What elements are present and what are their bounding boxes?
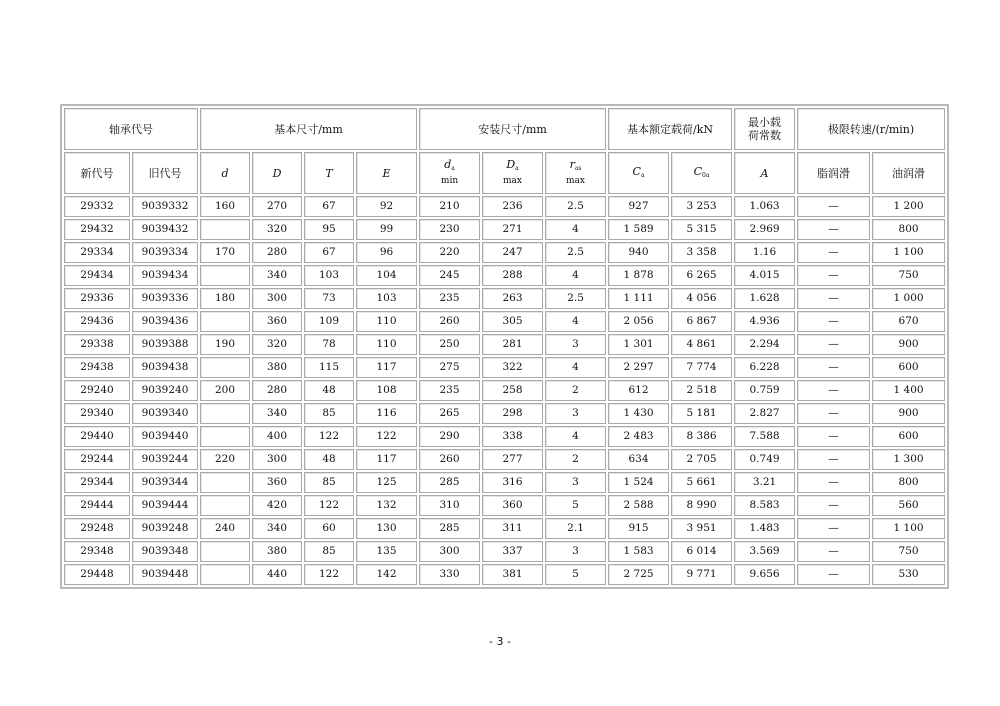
header-install-dims: 安装尺寸/mm (419, 108, 606, 150)
cell-old: 9039248 (132, 518, 198, 539)
cell-grease: — (797, 196, 870, 217)
cell-grease: — (797, 219, 870, 240)
cell-t: 122 (304, 564, 354, 585)
cell-new: 29334 (64, 242, 130, 263)
cell-oil: 1 400 (872, 380, 945, 401)
cell-ca: 2 588 (608, 495, 669, 516)
cell-old: 9039438 (132, 357, 198, 378)
cell-t: 73 (304, 288, 354, 309)
subheader-C0a-symbol: C (693, 164, 703, 178)
cell-grease: — (797, 403, 870, 424)
cell-d: 340 (252, 403, 302, 424)
cell-d: 300 (252, 288, 302, 309)
cell-ca: 1 583 (608, 541, 669, 562)
cell-c0a: 4 861 (671, 334, 732, 355)
cell-ras: 3 (545, 541, 606, 562)
cell-d (200, 426, 250, 447)
cell-t: 60 (304, 518, 354, 539)
cell-a: 2.969 (734, 219, 795, 240)
cell-t: 48 (304, 380, 354, 401)
cell-old: 9039434 (132, 265, 198, 286)
cell-e: 110 (356, 334, 417, 355)
cell-grease: — (797, 449, 870, 470)
cell-old: 9039348 (132, 541, 198, 562)
subheader-Da-subscript: a (515, 165, 519, 172)
cell-e: 92 (356, 196, 417, 217)
subheader-da-note: min (440, 176, 459, 186)
subheader-Ca-subscript: a (640, 171, 645, 179)
cell-grease: — (797, 564, 870, 585)
header-basic-dims: 基本尺寸/mm (200, 108, 417, 150)
cell-e: 135 (356, 541, 417, 562)
table-row (64, 311, 945, 332)
cell-t: 78 (304, 334, 354, 355)
cell-ca: 927 (608, 196, 669, 217)
cell-e: 132 (356, 495, 417, 516)
cell-oil: 900 (872, 403, 945, 424)
table-row (64, 564, 945, 585)
cell-oil: 1 200 (872, 196, 945, 217)
cell-e: 110 (356, 311, 417, 332)
table-row (64, 334, 945, 355)
cell-grease: — (797, 242, 870, 263)
cell-da: 245 (419, 265, 480, 286)
subheader-Ca-symbol: C (632, 164, 641, 178)
cell-new: 29432 (64, 219, 130, 240)
cell-d: 280 (252, 242, 302, 263)
cell-e: 130 (356, 518, 417, 539)
cell-c0a: 3 358 (671, 242, 732, 263)
cell-new: 29438 (64, 357, 130, 378)
cell-ras: 2.1 (545, 518, 606, 539)
cell-t: 85 (304, 541, 354, 562)
cell-d: 440 (252, 564, 302, 585)
header-min-load-line2: 荷常数 (748, 129, 782, 142)
cell-e: 122 (356, 426, 417, 447)
cell-new: 29444 (64, 495, 130, 516)
cell-new: 29332 (64, 196, 130, 217)
cell-c0a: 7 774 (671, 357, 732, 378)
cell-ras: 5 (545, 564, 606, 585)
cell-new: 29434 (64, 265, 130, 286)
subheader-A: A (734, 152, 795, 194)
cell-oil: 1 100 (872, 242, 945, 263)
cell-da: 230 (419, 219, 480, 240)
cell-ca: 1 589 (608, 219, 669, 240)
cell-t: 67 (304, 242, 354, 263)
table-row (64, 219, 945, 240)
cell-new: 29336 (64, 288, 130, 309)
cell-ras: 4 (545, 311, 606, 332)
cell-da: 338 (482, 426, 543, 447)
cell-old: 9039340 (132, 403, 198, 424)
cell-d: 240 (200, 518, 250, 539)
cell-c0a: 2 518 (671, 380, 732, 401)
cell-a: 6.228 (734, 357, 795, 378)
cell-new: 29440 (64, 426, 130, 447)
cell-old: 9039240 (132, 380, 198, 401)
cell-da: 285 (419, 472, 480, 493)
cell-new: 29248 (64, 518, 130, 539)
cell-a: 0.749 (734, 449, 795, 470)
subheader-da-subscript: a (451, 165, 455, 172)
header-row-1 (64, 108, 945, 150)
subheader-da-symbol: d (444, 158, 452, 171)
cell-a: 2.827 (734, 403, 795, 424)
cell-e: 108 (356, 380, 417, 401)
cell-e: 96 (356, 242, 417, 263)
cell-d (200, 564, 250, 585)
cell-oil: 600 (872, 357, 945, 378)
cell-grease: — (797, 426, 870, 447)
cell-ras: 4 (545, 357, 606, 378)
cell-e: 117 (356, 357, 417, 378)
cell-oil: 1 000 (872, 288, 945, 309)
table-row (64, 196, 945, 217)
header-rated-load: 基本额定载荷/kN (608, 108, 732, 150)
cell-old: 9039388 (132, 334, 198, 355)
cell-d (200, 541, 250, 562)
cell-ras: 3 (545, 472, 606, 493)
cell-d: 340 (252, 518, 302, 539)
cell-da: 322 (482, 357, 543, 378)
cell-da: 236 (482, 196, 543, 217)
cell-a: 1.483 (734, 518, 795, 539)
cell-grease: — (797, 265, 870, 286)
cell-old: 9039448 (132, 564, 198, 585)
cell-d (200, 265, 250, 286)
cell-new: 29338 (64, 334, 130, 355)
cell-c0a: 6 014 (671, 541, 732, 562)
subheader-Da-symbol: D (506, 158, 516, 171)
cell-d: 190 (200, 334, 250, 355)
cell-d: 280 (252, 380, 302, 401)
cell-da: 210 (419, 196, 480, 217)
table-row (64, 288, 945, 309)
cell-oil: 750 (872, 265, 945, 286)
cell-t: 85 (304, 403, 354, 424)
cell-oil: 800 (872, 472, 945, 493)
cell-oil: 900 (872, 334, 945, 355)
cell-e: 103 (356, 288, 417, 309)
cell-new: 29448 (64, 564, 130, 585)
cell-oil: 600 (872, 426, 945, 447)
subheader-ras-subscript: as (574, 165, 582, 172)
cell-da: 265 (419, 403, 480, 424)
cell-new: 29244 (64, 449, 130, 470)
cell-oil: 800 (872, 219, 945, 240)
cell-ca: 1 524 (608, 472, 669, 493)
cell-d: 360 (252, 472, 302, 493)
cell-old: 9039344 (132, 472, 198, 493)
cell-ras: 4 (545, 219, 606, 240)
table-row (64, 403, 945, 424)
header-bearing-code: 轴承代号 (64, 108, 198, 150)
cell-old: 9039336 (132, 288, 198, 309)
cell-da: 381 (482, 564, 543, 585)
cell-a: 7.588 (734, 426, 795, 447)
cell-c0a: 4 056 (671, 288, 732, 309)
cell-t: 67 (304, 196, 354, 217)
table-row (64, 518, 945, 539)
table-row (64, 426, 945, 447)
cell-old: 9039444 (132, 495, 198, 516)
subheader-Da-note: max (503, 176, 522, 186)
subheader-ras (545, 152, 606, 194)
cell-d: 270 (252, 196, 302, 217)
cell-old: 9039432 (132, 219, 198, 240)
cell-c0a: 6 867 (671, 311, 732, 332)
cell-new: 29436 (64, 311, 130, 332)
cell-da: 263 (482, 288, 543, 309)
table-row (64, 449, 945, 470)
cell-e: 99 (356, 219, 417, 240)
cell-d (200, 357, 250, 378)
cell-d (200, 219, 250, 240)
cell-da: 260 (419, 449, 480, 470)
cell-d: 320 (252, 219, 302, 240)
header-speed-limit: 极限转速/(r/min) (797, 108, 945, 150)
cell-da: 277 (482, 449, 543, 470)
cell-c0a: 8 990 (671, 495, 732, 516)
subheader-new-code: 新代号 (64, 152, 130, 194)
cell-ca: 1 301 (608, 334, 669, 355)
cell-a: 0.759 (734, 380, 795, 401)
cell-ras: 2.5 (545, 242, 606, 263)
cell-new: 29348 (64, 541, 130, 562)
cell-d (200, 311, 250, 332)
cell-e: 142 (356, 564, 417, 585)
cell-da: 288 (482, 265, 543, 286)
cell-ca: 2 483 (608, 426, 669, 447)
cell-new: 29344 (64, 472, 130, 493)
cell-c0a: 5 661 (671, 472, 732, 493)
subheader-oil: 油润滑 (872, 152, 945, 194)
table-row (64, 242, 945, 263)
cell-da: 271 (482, 219, 543, 240)
cell-a: 4.936 (734, 311, 795, 332)
cell-d: 160 (200, 196, 250, 217)
cell-old: 9039334 (132, 242, 198, 263)
header-row-2 (64, 152, 945, 194)
cell-t: 85 (304, 472, 354, 493)
cell-c0a: 5 315 (671, 219, 732, 240)
cell-da: 235 (419, 380, 480, 401)
cell-ras: 3 (545, 403, 606, 424)
cell-da: 285 (419, 518, 480, 539)
cell-d: 170 (200, 242, 250, 263)
cell-ca: 1 878 (608, 265, 669, 286)
subheader-da (419, 152, 480, 194)
cell-ras: 3 (545, 334, 606, 355)
cell-grease: — (797, 380, 870, 401)
table-row (64, 265, 945, 286)
subheader-E: E (356, 152, 417, 194)
cell-old: 9039332 (132, 196, 198, 217)
cell-da: 235 (419, 288, 480, 309)
cell-d: 200 (200, 380, 250, 401)
cell-ras: 2.5 (545, 288, 606, 309)
cell-ca: 2 056 (608, 311, 669, 332)
table-row (64, 380, 945, 401)
header-min-load (734, 108, 795, 150)
table-row (64, 472, 945, 493)
cell-da: 281 (482, 334, 543, 355)
table-row (64, 541, 945, 562)
cell-da: 290 (419, 426, 480, 447)
cell-grease: — (797, 334, 870, 355)
cell-oil: 530 (872, 564, 945, 585)
cell-d: 220 (200, 449, 250, 470)
cell-grease: — (797, 541, 870, 562)
subheader-T: T (304, 152, 354, 194)
cell-d: 340 (252, 265, 302, 286)
subheader-grease: 脂润滑 (797, 152, 870, 194)
subheader-ras-note: max (566, 176, 586, 186)
cell-old: 9039436 (132, 311, 198, 332)
subheader-D: D (252, 152, 302, 194)
cell-ras: 2 (545, 449, 606, 470)
cell-t: 122 (304, 495, 354, 516)
cell-a: 4.015 (734, 265, 795, 286)
cell-c0a: 5 181 (671, 403, 732, 424)
header-min-load-line1: 最小载 (748, 116, 782, 129)
subheader-old-code: 旧代号 (132, 152, 198, 194)
cell-a: 3.21 (734, 472, 795, 493)
subheader-d: d (200, 152, 250, 194)
cell-t: 122 (304, 426, 354, 447)
cell-ca: 940 (608, 242, 669, 263)
cell-a: 8.583 (734, 495, 795, 516)
cell-d: 320 (252, 334, 302, 355)
cell-da: 360 (482, 495, 543, 516)
cell-da: 300 (419, 541, 480, 562)
cell-oil: 750 (872, 541, 945, 562)
cell-t: 115 (304, 357, 354, 378)
table-row (64, 357, 945, 378)
cell-da: 275 (419, 357, 480, 378)
cell-ras: 2.5 (545, 196, 606, 217)
cell-grease: — (797, 495, 870, 516)
cell-c0a: 3 253 (671, 196, 732, 217)
bearing-spec-table (62, 106, 947, 587)
cell-grease: — (797, 311, 870, 332)
cell-oil: 1 300 (872, 449, 945, 470)
cell-d (200, 403, 250, 424)
cell-d: 420 (252, 495, 302, 516)
cell-t: 48 (304, 449, 354, 470)
cell-grease: — (797, 518, 870, 539)
bearing-table-container (62, 106, 938, 587)
cell-da: 250 (419, 334, 480, 355)
cell-ca: 634 (608, 449, 669, 470)
cell-a: 2.294 (734, 334, 795, 355)
cell-d: 360 (252, 311, 302, 332)
cell-t: 103 (304, 265, 354, 286)
cell-d: 180 (200, 288, 250, 309)
cell-ras: 4 (545, 426, 606, 447)
cell-d: 380 (252, 541, 302, 562)
cell-da: 247 (482, 242, 543, 263)
cell-da: 305 (482, 311, 543, 332)
cell-old: 9039244 (132, 449, 198, 470)
cell-old: 9039440 (132, 426, 198, 447)
cell-da: 260 (419, 311, 480, 332)
subheader-ras-symbol: r (569, 158, 575, 171)
cell-e: 116 (356, 403, 417, 424)
subheader-Da (482, 152, 543, 194)
subheader-C0a (671, 152, 732, 194)
cell-ras: 4 (545, 265, 606, 286)
cell-da: 316 (482, 472, 543, 493)
cell-c0a: 3 951 (671, 518, 732, 539)
cell-d (200, 495, 250, 516)
cell-grease: — (797, 357, 870, 378)
cell-new: 29240 (64, 380, 130, 401)
cell-oil: 1 100 (872, 518, 945, 539)
cell-d: 380 (252, 357, 302, 378)
cell-d (200, 472, 250, 493)
cell-da: 337 (482, 541, 543, 562)
cell-ras: 5 (545, 495, 606, 516)
cell-da: 258 (482, 380, 543, 401)
cell-ca: 915 (608, 518, 669, 539)
cell-ca: 2 725 (608, 564, 669, 585)
table-row (64, 495, 945, 516)
cell-e: 104 (356, 265, 417, 286)
cell-grease: — (797, 472, 870, 493)
cell-new: 29340 (64, 403, 130, 424)
cell-da: 311 (482, 518, 543, 539)
cell-da: 298 (482, 403, 543, 424)
cell-ca: 1 430 (608, 403, 669, 424)
cell-oil: 560 (872, 495, 945, 516)
cell-c0a: 2 705 (671, 449, 732, 470)
cell-ca: 2 297 (608, 357, 669, 378)
cell-t: 109 (304, 311, 354, 332)
cell-c0a: 8 386 (671, 426, 732, 447)
cell-c0a: 6 265 (671, 265, 732, 286)
cell-ca: 612 (608, 380, 669, 401)
cell-oil: 670 (872, 311, 945, 332)
cell-da: 220 (419, 242, 480, 263)
cell-t: 95 (304, 219, 354, 240)
cell-da: 330 (419, 564, 480, 585)
cell-ca: 1 111 (608, 288, 669, 309)
cell-c0a: 9 771 (671, 564, 732, 585)
cell-a: 1.063 (734, 196, 795, 217)
cell-d: 400 (252, 426, 302, 447)
cell-ras: 2 (545, 380, 606, 401)
cell-a: 1.628 (734, 288, 795, 309)
page-number: - 3 - (489, 635, 511, 648)
cell-grease: — (797, 288, 870, 309)
subheader-C0a-subscript: 0a (702, 171, 710, 179)
cell-a: 9.656 (734, 564, 795, 585)
cell-e: 125 (356, 472, 417, 493)
cell-da: 310 (419, 495, 480, 516)
cell-d: 300 (252, 449, 302, 470)
cell-e: 117 (356, 449, 417, 470)
cell-a: 3.569 (734, 541, 795, 562)
subheader-Ca (608, 152, 669, 194)
cell-a: 1.16 (734, 242, 795, 263)
